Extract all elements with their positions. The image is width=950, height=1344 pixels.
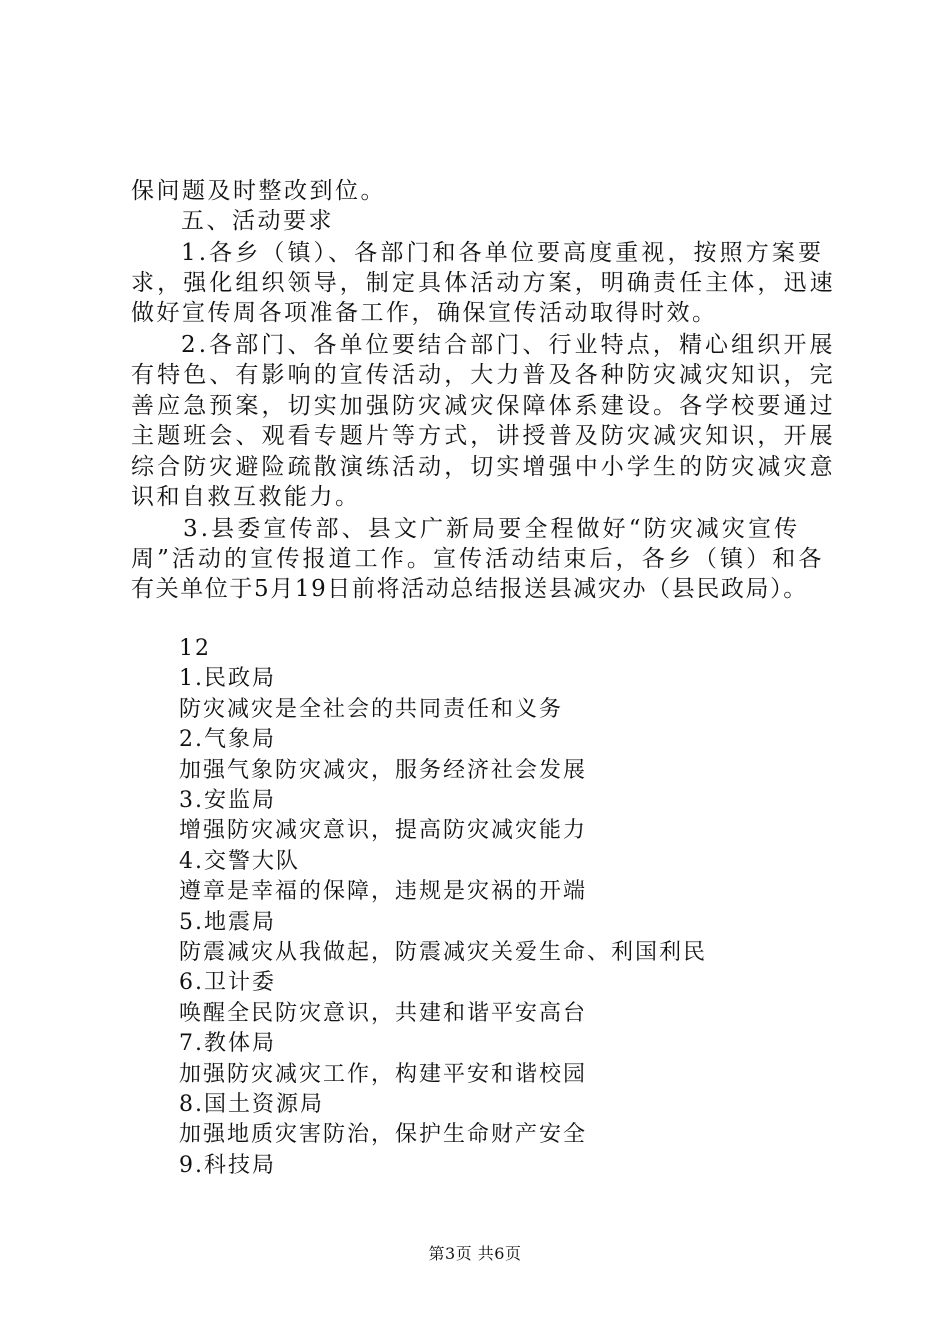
slogan-text: 加强气象防灾减灾，服务经济社会发展: [179, 758, 588, 783]
slogan-text: 唤醒全民防灾意识，共建和谐平安高台: [179, 1001, 588, 1026]
slogan-text: 防灾减灾是全社会的共同责任和义务: [179, 697, 564, 722]
slogan-text: 防震减灾从我做起，防震减灾关爱生命、利国利民: [179, 940, 708, 965]
item2-line1: 2.各部门、各单位要结合部门、行业特点，精心组织开展: [181, 332, 836, 358]
item3-line1: 3.县委宣传部、县文广新局要全程做好“防灾减灾宣传: [183, 516, 801, 542]
item2-line6: 识和自救互救能力。: [131, 484, 361, 510]
slogan-dept: 2.气象局: [179, 727, 276, 752]
item1-line3: 做好宣传周各项准备工作，确保宣传活动取得时效。: [131, 300, 718, 326]
slogan-dept: 5.地震局: [179, 910, 276, 935]
slogan-dept: 7.教体局: [179, 1031, 276, 1056]
item2-line3: 善应急预案，切实加强防灾减灾保障体系建设。各学校要通过: [131, 393, 836, 419]
item2-line4: 主题班会、观看专题片等方式，讲授普及防灾减灾知识，开展: [131, 423, 836, 449]
item3-line3: 有关单位于5月19日前将活动总结报送县减灾办（县民政局）。: [131, 576, 808, 602]
paragraph-continuation: 保问题及时整改到位。: [131, 178, 386, 204]
item1-line1: 1.各乡（镇）、各部门和各单位要高度重视，按照方案要: [181, 240, 825, 266]
item1-line2: 求，强化组织领导，制定具体活动方案，明确责任主体，迅速: [131, 270, 836, 296]
slogan-dept: 3.安监局: [179, 788, 276, 813]
slogan-dept: 4.交警大队: [179, 849, 300, 874]
item2-line5: 综合防灾避险疏散演练活动，切实增强中小学生的防灾减灾意: [131, 454, 836, 480]
slogan-text: 加强地质灾害防治，保护生命财产安全: [179, 1122, 588, 1147]
slogan-list-header: 12: [179, 636, 211, 661]
slogan-dept: 1.民政局: [179, 666, 276, 691]
item2-line2: 有特色、有影响的宣传活动，大力普及各种防灾减灾知识，完: [131, 362, 836, 388]
slogan-dept: 9.科技局: [179, 1153, 276, 1178]
slogan-text: 增强防灾减灾意识，提高防灾减灾能力: [179, 818, 588, 843]
item3-line2: 周”活动的宣传报道工作。宣传活动结束后，各乡（镇）和各: [131, 546, 825, 572]
page-number-footer: 第3页 共6页: [428, 1244, 522, 1263]
section-heading: 五、活动要求: [181, 208, 334, 234]
slogan-text: 遵章是幸福的保障，违规是灾祸的开端: [179, 879, 588, 904]
slogan-dept: 8.国土资源局: [179, 1092, 324, 1117]
slogan-text: 加强防灾减灾工作，构建平安和谐校园: [179, 1062, 588, 1087]
slogan-dept: 6.卫计委: [179, 970, 276, 995]
